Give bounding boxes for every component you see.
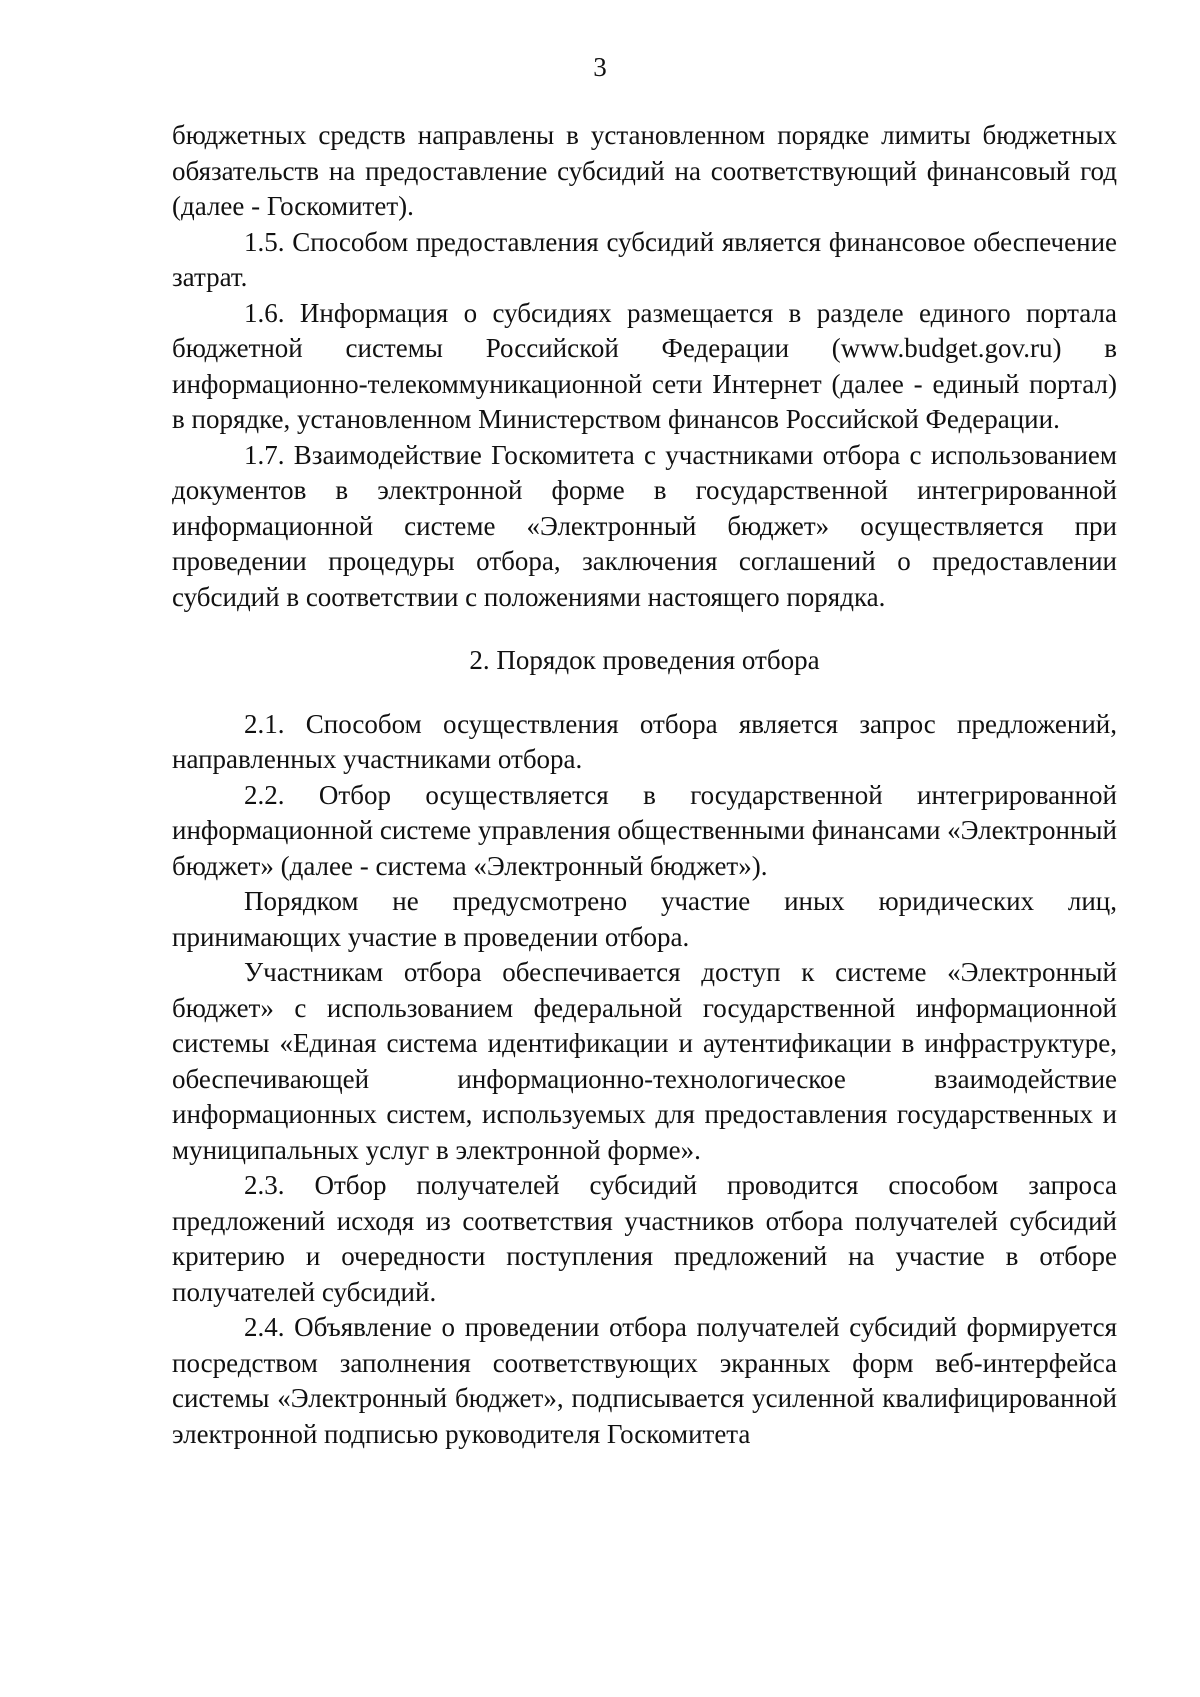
paragraph-2-4: 2.4. Объявление о проведении отбора получателей субсидий формируется посредством заполнения соответствующих экранных форм веб-интерфейса системы «Электронный бюджет», подписывается усиленной квалифицированной электронной подписью руководителя Госкомитета bbox=[172, 1312, 1117, 1449]
spacer bbox=[172, 679, 1117, 707]
paragraph-participants-note: Порядком не предусмотрено участие иных юридических лиц, принимающих участие в проведении отбора. bbox=[172, 886, 1117, 952]
document-body bbox=[172, 118, 1117, 1452]
section-heading: 2. Порядок проведения отбора bbox=[469, 645, 820, 675]
paragraph-2-2: 2.2. Отбор осуществляется в государственной интегрированной информационной системе управления общественными финансами «Электронный бюджет» (далее - система «Электронный бюджет»). bbox=[172, 779, 1117, 881]
paragraph-continuation: бюджетных средств направлены в установленном порядке лимиты бюджетных обязательств на предоставление субсидий на соответствующий финансовый год (далее - Госкомитет). bbox=[172, 120, 1117, 221]
paragraph-access: Участникам отбора обеспечивается доступ к системе «Электронный бюджет» с использованием федеральной государственной информационной системы «Единая система идентификации и аутентификации в инфраструктуре, обеспечивающей информационно-технологическое взаимодействие информационных систем, используемых для предоставления государственных и муниципальных услуг в электронной форме». bbox=[172, 957, 1117, 1165]
spacer bbox=[172, 615, 1117, 643]
paragraph-2-1: 2.1. Способом осуществления отбора является запрос предложений, направленных участниками отбора. bbox=[172, 708, 1117, 774]
paragraph-1-5: 1.5. Способом предоставления субсидий является финансовое обеспечение затрат. bbox=[172, 226, 1117, 292]
paragraph-2-3: 2.3. Отбор получателей субсидий проводится способом запроса предложений исходя из соответствия участников отбора получателей субсидий критерию и очередности поступления предложений на участие в отборе получателей субсидий. bbox=[172, 1170, 1117, 1307]
page-number: 3 bbox=[593, 52, 607, 82]
paragraph-1-6: 1.6. Информация о субсидиях размещается в разделе единого портала бюджетной системы Российской Федерации (www.budget.gov.ru) в информационно-телекоммуникационной сети Интернет (далее - единый портал) в порядке, установленном Министерством финансов Российской Федерации. bbox=[172, 297, 1117, 434]
paragraph-1-7: 1.7. Взаимодействие Госкомитета с участниками отбора с использованием документов в электронной форме в государственной интегрированной информационной системе «Электронный бюджет» осуществляется при проведении процедуры отбора, заключения соглашений о предоставлении субсидий в соответствии с положениями настоящего порядка. bbox=[172, 439, 1117, 612]
